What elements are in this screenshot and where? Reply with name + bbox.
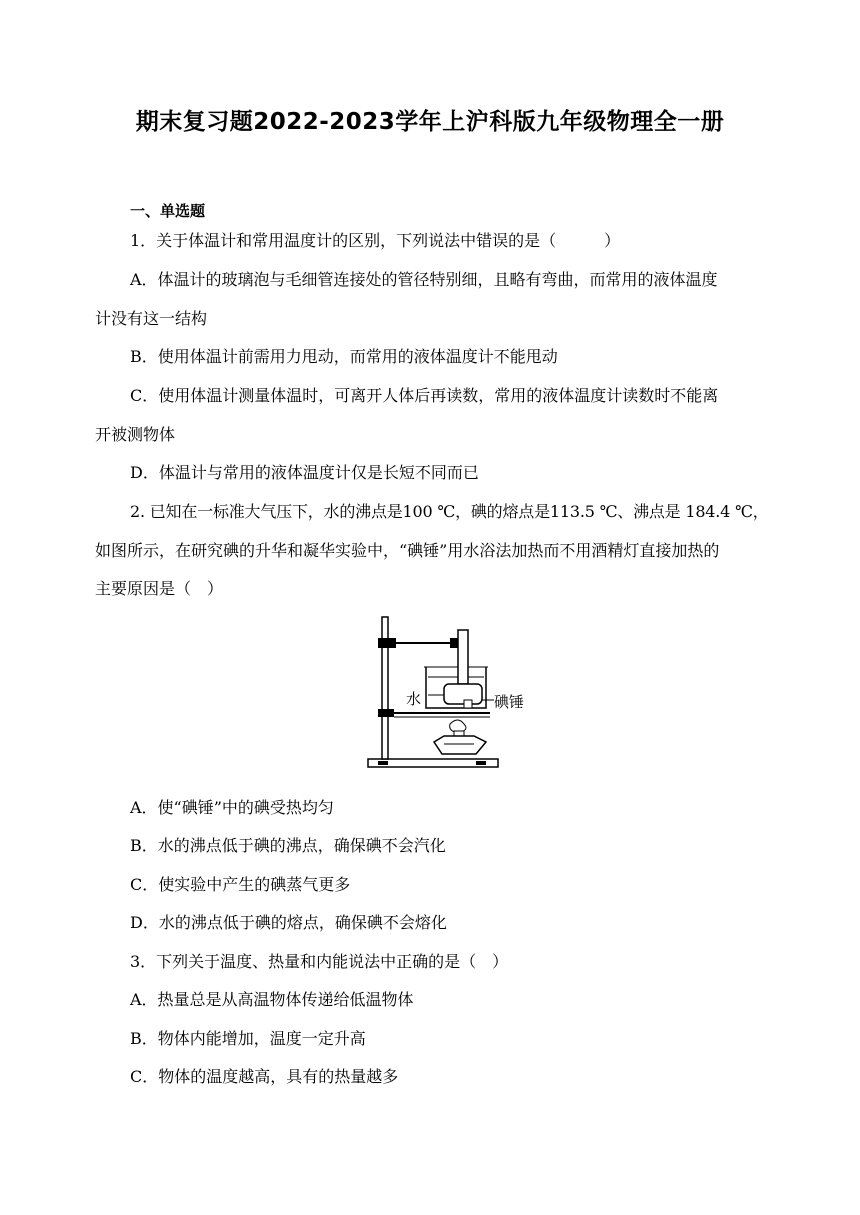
q2-stem-cont2: 主要原因是（ ） [95,579,224,598]
q2-option-c: C．使实验中产生的碘蒸气更多 [130,875,351,894]
label-water: 水 [406,690,422,708]
q3-option-c: C．物体的温度越高，具有的热量越多 [130,1067,399,1086]
q2-option-a: A．使“碘锤”中的碘受热均匀 [130,798,334,817]
q1-option-a-cont: 计没有这一结构 [95,309,208,328]
q2-stem-cont: 如图所示，在研究碘的升华和凝华实验中，“碘锤”用水浴法加热而不用酒精灯直接加热的 [95,541,720,560]
q1-option-d: D．体温计与常用的液体温度计仅是长短不同而已 [130,463,479,482]
q1-option-c-cont: 开被测物体 [95,425,176,444]
q1-option-b: B．使用体温计前需用力甩动，而常用的液体温度计不能甩动 [130,347,558,366]
q2-option-b: B．水的沸点低于碘的沸点，确保碘不会汽化 [130,836,446,855]
q2-option-d: D．水的沸点低于碘的熔点，确保碘不会熔化 [130,913,447,932]
q3-option-a: A．热量总是从高温物体传递给低温物体 [130,990,414,1009]
q1-stem: 1．关于体温计和常用温度计的区别，下列说法中错误的是（ ） [130,231,621,250]
label-iodine-hammer: 碘锤 [494,693,525,711]
q1-option-a: A．体温计的玻璃泡与毛细管连接处的管径特别细，且略有弯曲，而常用的液体温度 [130,270,718,289]
q2-stem: 2. 已知在一标准大气压下，水的沸点是100 ℃，碘的熔点是113.5 ℃、沸点是 184.4 ℃， [130,502,769,521]
q1-option-c: C．使用体温计测量体温时，可离开人体后再读数，常用的液体温度计读数时不能离 [130,386,719,405]
iodine-hammer-apparatus-figure [366,612,538,774]
q3-option-b: B．物体内能增加，温度一定升高 [130,1029,366,1048]
q3-stem: 3．下列关于温度、热量和内能说法中正确的是（ ） [130,952,509,971]
section-heading: 一、单选题 [130,202,206,220]
document-title: 期末复习题2022-2023学年上沪科版九年级物理全一册 [135,109,725,135]
